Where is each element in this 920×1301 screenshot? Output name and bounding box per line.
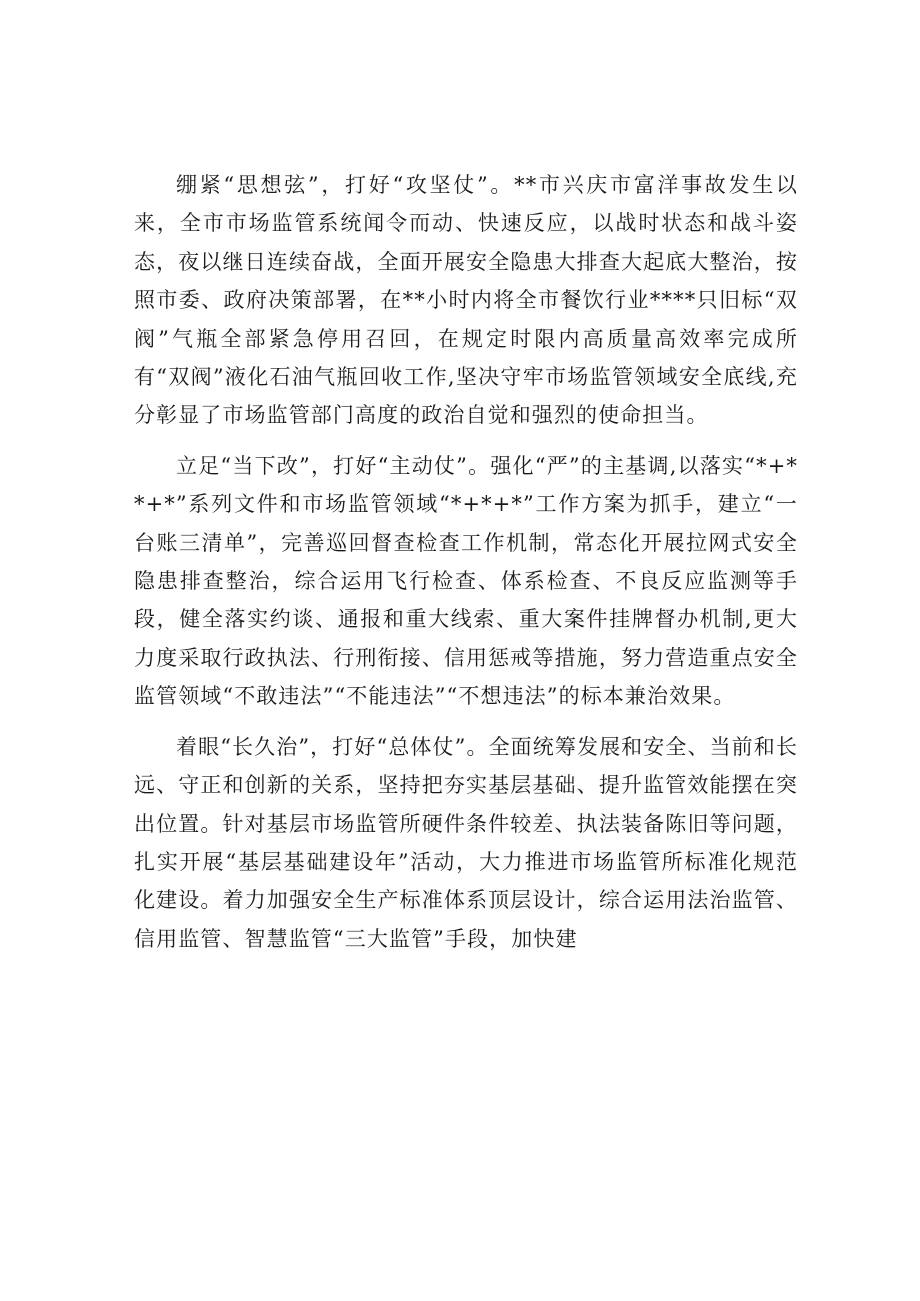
paragraph-3: 着眼“长久治”，打好“总体仗”。全面统筹发展和安全、当前和长远、守正和创新的关系，坚持把夯实基层基础、提升监管效能摆在突出位置。针对基层市场监管所硬件条件较差、执法装备陈旧等问题，扎实开展“基层基础建设年”活动，大力推进市场监管所标准化规范化建设。着力加强安全生产标准体系顶层设计，综合运用法治监管、信用监管、智慧监管“三大监管”手段，加快建 — [134, 734, 798, 951]
document-body — [134, 166, 798, 970]
paragraph-1: 绷紧“思想弦”，打好“攻坚仗”。**市兴庆市富洋事故发生以来，全市市场监管系统闻令而动、快速反应，以战时状态和战斗姿态，夜以继日连续奋战，全面开展安全隐患大排查大起底大整治，按照市委、政府决策部署，在**小时内将全市餐饮行业****只旧标“双阀”气瓶全部紧急停用召回，在规定时限内高质量高效率完成所有“双阀”液化石油气瓶回收工作,坚决守牢市场监管领域安全底线,充分彰显了市场监管部门高度的政治自觉和强烈的使命担当。 — [134, 173, 798, 428]
paragraph-2: 立足“当下改”，打好“主动仗”。强化“严”的主基调,以落实“*+**+*”系列文件和市场监管领域“*+*+*”工作方案为抓手，建立“一台账三清单”，完善巡回督查检查工作机制，常态化开展拉网式安全隐患排查整治，综合运用飞行检查、体系检查、不良反应监测等手段，健全落实约谈、通报和重大线索、重大案件挂牌督办机制,更大力度采取行政执法、行刑衔接、信用惩戒等措施，努力营造重点安全监管领域“不敢违法”“不能违法”“不想违法”的标本兼治效果。 — [134, 453, 798, 709]
